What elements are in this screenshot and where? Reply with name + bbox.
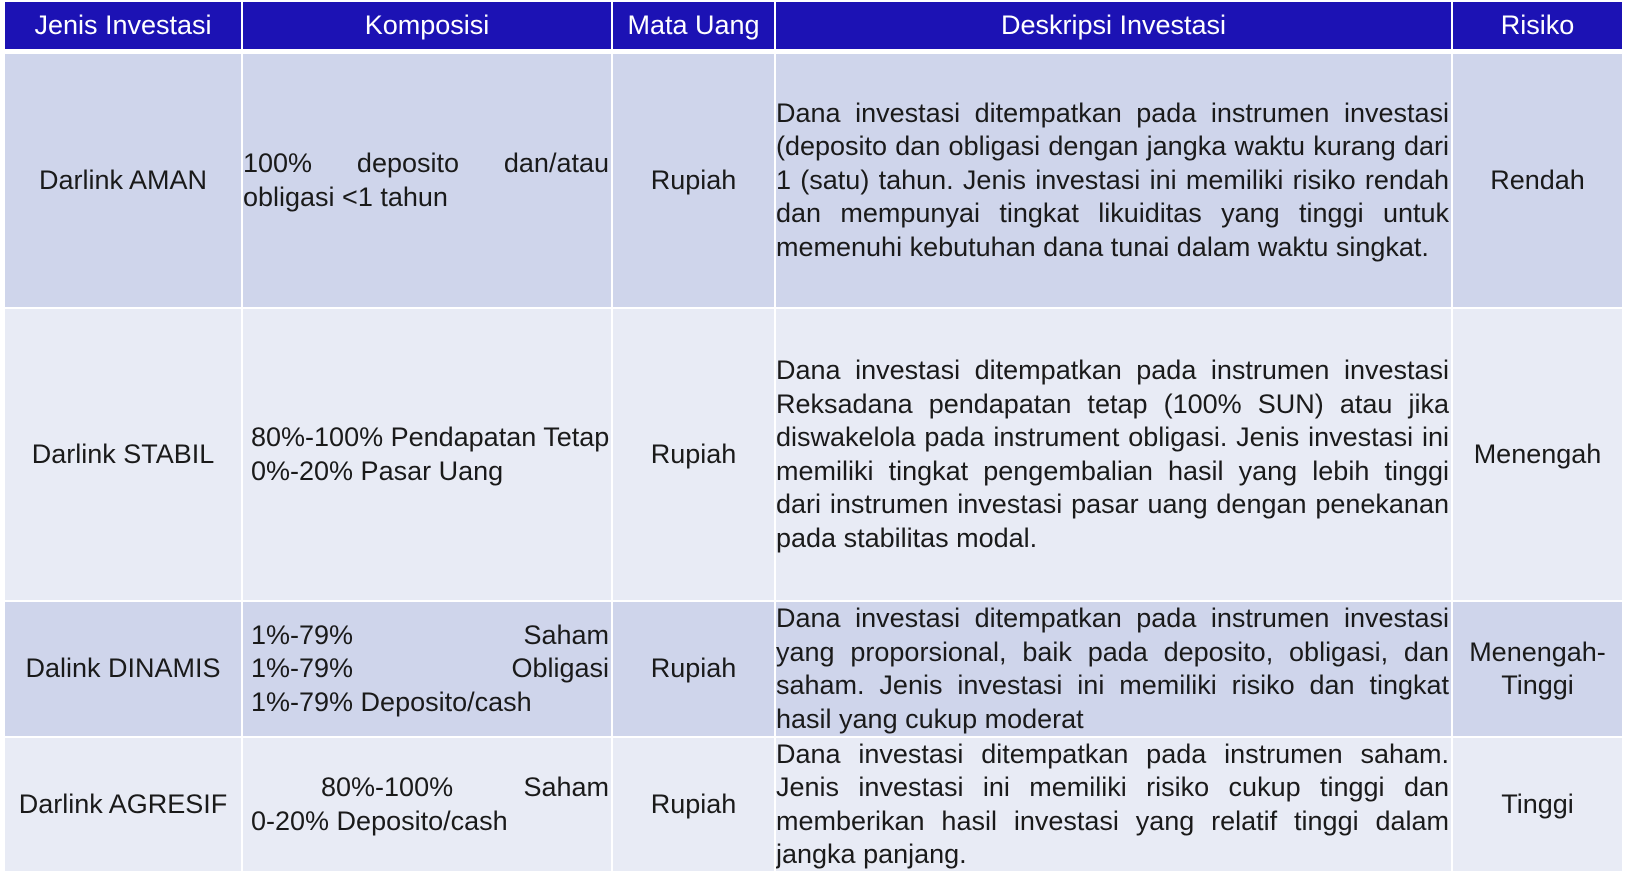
row-4-jenis: Darlink AGRESIF <box>5 738 243 873</box>
row-3-komposisi-line-3: 1%-79% Deposito/cash <box>251 686 532 717</box>
row-3-komposisi-line-2 <box>251 652 609 686</box>
row-3-komposisi-line-1 <box>251 619 609 653</box>
row-2-risiko: Menengah <box>1453 309 1624 602</box>
row-3-komposisi <box>243 602 613 738</box>
row-4-komposisi-line-1-pct: 80%-100% <box>321 772 454 802</box>
row-2-komposisi-line-2: 0%-20% Pasar Uang <box>251 455 504 486</box>
row-2-deskripsi-text: Dana investasi ditempatkan pada instrumen investasi Reksadana pendapatan tetap (100% SUN) atau jika diswakelola pada instrument obligasi. Jenis investasi ini memiliki tingkat pengembalian hasil yang lebih tinggi dari instrumen investasi pasar uang dengan penekanan pada stabilitas modal. <box>776 355 1449 553</box>
row-1-komposisi-text: 100% deposito dan/atau obligasi <1 tahun <box>243 148 609 212</box>
row-2-deskripsi <box>776 309 1453 602</box>
row-3-jenis: Dalink DINAMIS <box>5 602 243 738</box>
row-3-risiko-line-1: Menengah- <box>1469 636 1606 667</box>
header-komposisi: Komposisi <box>243 2 613 51</box>
header-deskripsi-investasi: Deskripsi Investasi <box>776 2 1453 51</box>
header-risiko: Risiko <box>1453 2 1624 51</box>
row-2-jenis: Darlink STABIL <box>5 309 243 602</box>
row-1-komposisi <box>243 54 613 309</box>
row-2-komposisi <box>243 309 613 602</box>
row-3-risiko <box>1453 602 1624 738</box>
row-3-komposisi-line-1-pct: 1%-79% <box>251 619 354 650</box>
row-3-komposisi-line-1-asset: Saham <box>523 619 609 650</box>
row-4-deskripsi <box>776 738 1453 873</box>
row-4-komposisi <box>243 738 613 873</box>
row-3-mata-uang: Rupiah <box>613 602 776 738</box>
row-3-komposisi-line-2-asset: Obligasi <box>511 653 609 684</box>
row-3-deskripsi-text: Dana investasi ditempatkan pada instrumen investasi yang proporsional, baik pada deposito, obligasi, dan saham. Jenis investasi ini memiliki risiko dan tingkat hasil yang cukup moderat <box>776 603 1449 734</box>
row-2-mata-uang: Rupiah <box>613 309 776 602</box>
row-2-komposisi-line-1: 80%-100% Pendapatan Tetap <box>251 422 610 452</box>
row-1-deskripsi <box>776 54 1453 309</box>
row-1-jenis: Darlink AMAN <box>5 54 243 309</box>
investment-table <box>5 2 1624 876</box>
row-3-komposisi-line-2-pct: 1%-79% <box>251 653 354 684</box>
row-4-komposisi-line-1-asset: Saham <box>523 772 609 802</box>
row-3-risiko-line-2: Tinggi <box>1501 670 1574 700</box>
row-1-deskripsi-text: Dana investasi ditempatkan pada instrumen investasi (deposito dan obligasi dengan jangka waktu kurang dari 1 (satu) tahun. Jenis investasi ini memiliki risiko rendah dan mempunyai tingkat likuiditas yang tinggi untuk memenuhi kebutuhan dana tunai dalam waktu singkat. <box>776 97 1449 262</box>
row-1-risiko: Rendah <box>1453 54 1624 309</box>
row-1-mata-uang: Rupiah <box>613 54 776 309</box>
row-4-deskripsi-text: Dana investasi ditempatkan pada instrumen saham. Jenis investasi ini memiliki risiko cukup tinggi dan memberikan hasil investasi yang relatif tinggi dalam jangka panjang. <box>776 738 1449 869</box>
row-4-komposisi-line-2: 0-20% Deposito/cash <box>251 805 508 836</box>
row-4-risiko: Tinggi <box>1453 738 1624 873</box>
row-4-komposisi-line-1 <box>251 771 609 805</box>
row-3-deskripsi <box>776 602 1453 738</box>
header-mata-uang: Mata Uang <box>613 2 776 51</box>
row-4-mata-uang: Rupiah <box>613 738 776 873</box>
header-jenis-investasi: Jenis Investasi <box>5 2 243 51</box>
